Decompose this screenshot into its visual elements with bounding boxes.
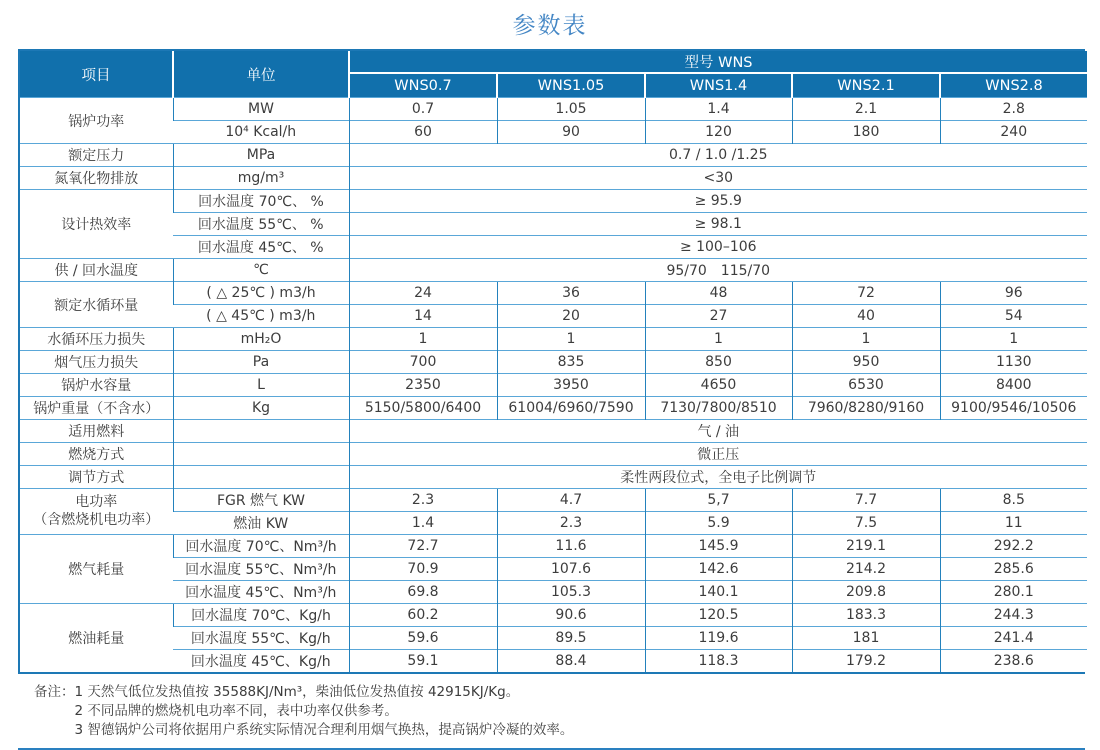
cell-value: 241.4 [940, 627, 1087, 650]
row-label [20, 489, 173, 535]
cell-value: 0.7 [349, 98, 497, 121]
remarks-list [75, 683, 574, 740]
cell-value: 61004/6960/7590 [497, 397, 645, 420]
cell-value: 214.2 [792, 558, 940, 581]
row-label: 燃烧方式 [20, 443, 173, 466]
cell-value: 119.6 [645, 627, 792, 650]
table-row [20, 351, 1087, 374]
table-row [20, 144, 1087, 167]
table-row [20, 466, 1087, 489]
cell-value: 3950 [497, 374, 645, 397]
cell-value: 89.5 [497, 627, 645, 650]
row-label: 锅炉水容量 [20, 374, 173, 397]
cell-value: 219.1 [792, 535, 940, 558]
cell-value: 60.2 [349, 604, 497, 627]
row-unit: 燃油 KW [173, 512, 349, 535]
table-body [20, 98, 1087, 673]
cell-value: 1.4 [349, 512, 497, 535]
cell-value: 1 [940, 328, 1087, 351]
cell-value: 285.6 [940, 558, 1087, 581]
cell-value: 7960/8280/9160 [792, 397, 940, 420]
row-unit: ℃ [173, 259, 349, 282]
cell-value: 850 [645, 351, 792, 374]
cell-value: 118.3 [645, 650, 792, 673]
table-row [20, 121, 1087, 144]
table-row [20, 213, 1087, 236]
cell-value: 96 [940, 282, 1087, 305]
cell-value: 179.2 [792, 650, 940, 673]
row-unit: 回水温度 55℃、 % [173, 213, 349, 236]
cell-value: 72.7 [349, 535, 497, 558]
cell-value: 2.1 [792, 98, 940, 121]
row-unit: 回水温度 70℃、Kg/h [173, 604, 349, 627]
row-unit: mg/m³ [173, 167, 349, 190]
row-unit [173, 443, 349, 466]
cell-value: 1.4 [645, 98, 792, 121]
cell-value: 120.5 [645, 604, 792, 627]
row-label: 设计热效率 [20, 190, 173, 259]
row-unit: 回水温度 70℃、 % [173, 190, 349, 213]
cell-value: 1 [645, 328, 792, 351]
cell-value: 6530 [792, 374, 940, 397]
cell-value: 59.1 [349, 650, 497, 673]
remarks-section [34, 683, 1100, 740]
cell-value: 1130 [940, 351, 1087, 374]
cell-value: 105.3 [497, 581, 645, 604]
cell-value: 292.2 [940, 535, 1087, 558]
row-unit [173, 420, 349, 443]
cell-value: 280.1 [940, 581, 1087, 604]
row-label-line1: 电功率 [75, 494, 118, 510]
cell-value: 36 [497, 282, 645, 305]
row-unit: L [173, 374, 349, 397]
row-unit [173, 466, 349, 489]
row-unit: Pa [173, 351, 349, 374]
cell-value: 180 [792, 121, 940, 144]
table-row [20, 98, 1087, 121]
table-row [20, 305, 1087, 328]
table-row [20, 374, 1087, 397]
cell-value: 950 [792, 351, 940, 374]
row-unit: ( △ 25℃ ) m3/h [173, 282, 349, 305]
row-unit: 回水温度 70℃、Nm³/h [173, 535, 349, 558]
cell-value: 5.9 [645, 512, 792, 535]
table-row [20, 420, 1087, 443]
row-unit: ( △ 45℃ ) m3/h [173, 305, 349, 328]
row-label: 烟气压力损失 [20, 351, 173, 374]
header-model: WNS2.8 [940, 73, 1087, 98]
header-model: WNS2.1 [792, 73, 940, 98]
cell-value: 107.6 [497, 558, 645, 581]
cell-value: 1 [792, 328, 940, 351]
cell-value: 48 [645, 282, 792, 305]
table-row [20, 650, 1087, 673]
cell-value: 气 / 油 [349, 420, 1087, 443]
cell-value: 2.3 [349, 489, 497, 512]
cell-value: 142.6 [645, 558, 792, 581]
cell-value: 1 [497, 328, 645, 351]
cell-value: 244.3 [940, 604, 1087, 627]
page-title: 参数表 [512, 13, 588, 39]
cell-value: 69.8 [349, 581, 497, 604]
cell-value: ≥ 100–106 [349, 236, 1087, 259]
cell-value: 9100/9546/10506 [940, 397, 1087, 420]
row-unit: FGR 燃气 KW [173, 489, 349, 512]
header-model-group: 型号 WNS [349, 51, 1087, 73]
cell-value: 88.4 [497, 650, 645, 673]
row-label: 额定水循环量 [20, 282, 173, 328]
cell-value: 11.6 [497, 535, 645, 558]
row-unit: 回水温度 45℃、Nm³/h [173, 581, 349, 604]
table-row [20, 328, 1087, 351]
row-unit: 回水温度 55℃、Kg/h [173, 627, 349, 650]
cell-value: 54 [940, 305, 1087, 328]
cell-value: 5,7 [645, 489, 792, 512]
cell-value: 0.7 / 1.0 /1.25 [349, 144, 1087, 167]
cell-value: 1.05 [497, 98, 645, 121]
cell-value: 60 [349, 121, 497, 144]
cell-value: 5150/5800/6400 [349, 397, 497, 420]
row-label-line2: （含燃烧机电功率） [33, 511, 160, 528]
cell-value: 20 [497, 305, 645, 328]
cell-value: 120 [645, 121, 792, 144]
cell-value: 40 [792, 305, 940, 328]
row-unit: MW [173, 98, 349, 121]
cell-value: 90.6 [497, 604, 645, 627]
cell-value: ≥ 95.9 [349, 190, 1087, 213]
table-row [20, 489, 1087, 512]
table-header [20, 51, 1087, 98]
cell-value: 微正压 [349, 443, 1087, 466]
cell-value: 4650 [645, 374, 792, 397]
header-item: 项目 [20, 51, 173, 98]
cell-value: 27 [645, 305, 792, 328]
table-row [20, 443, 1087, 466]
cell-value: 1 [349, 328, 497, 351]
row-unit: 回水温度 45℃、 % [173, 236, 349, 259]
row-label: 供 / 回水温度 [20, 259, 173, 282]
header-model: WNS1.4 [645, 73, 792, 98]
parameters-table-container [18, 49, 1085, 674]
row-label: 锅炉功率 [20, 98, 173, 144]
row-unit: Kg [173, 397, 349, 420]
cell-value: 70.9 [349, 558, 497, 581]
cell-value: 14 [349, 305, 497, 328]
row-label: 燃油耗量 [20, 604, 173, 673]
table-row [20, 236, 1087, 259]
table-row [20, 604, 1087, 627]
header-row-group [20, 51, 1087, 73]
table-row [20, 512, 1087, 535]
parameters-table [20, 51, 1087, 672]
table-row [20, 190, 1087, 213]
remark-item: 3 智德锅炉公司将依据用户系统实际情况合理利用烟气换热，提高锅炉冷凝的效率。 [74, 722, 574, 738]
cell-value: 183.3 [792, 604, 940, 627]
cell-value: 59.6 [349, 627, 497, 650]
row-label: 额定压力 [20, 144, 173, 167]
cell-value: 209.8 [792, 581, 940, 604]
table-row [20, 627, 1087, 650]
cell-value: 7.5 [792, 512, 940, 535]
cell-value: 2350 [349, 374, 497, 397]
header-unit: 单位 [173, 51, 349, 98]
cell-value: 柔性两段位式，全电子比例调节 [349, 466, 1087, 489]
row-unit: mH₂O [173, 328, 349, 351]
row-unit: 10⁴ Kcal/h [173, 121, 349, 144]
table-row [20, 558, 1087, 581]
cell-value: 145.9 [645, 535, 792, 558]
cell-value: 835 [497, 351, 645, 374]
remark-item: 1 天然气低位发热值按 35588KJ/Nm³，柴油低位发热值按 42915KJ/Kg。 [74, 684, 520, 700]
cell-value: 95/70 115/70 [349, 259, 1087, 282]
cell-value: 2.3 [497, 512, 645, 535]
table-row [20, 282, 1087, 305]
cell-value: 140.1 [645, 581, 792, 604]
row-unit: 回水温度 45℃、Kg/h [173, 650, 349, 673]
header-model: WNS0.7 [349, 73, 497, 98]
cell-value: <30 [349, 167, 1087, 190]
row-label: 调节方式 [20, 466, 173, 489]
table-row [20, 167, 1087, 190]
cell-value: 700 [349, 351, 497, 374]
cell-value: 7130/7800/8510 [645, 397, 792, 420]
remark-item: 2 不同品牌的燃烧机电功率不同，表中功率仅供参考。 [74, 703, 398, 719]
cell-value: 11 [940, 512, 1087, 535]
table-row [20, 581, 1087, 604]
table-row [20, 535, 1087, 558]
remarks-label: 备注： [34, 684, 75, 700]
cell-value: 4.7 [497, 489, 645, 512]
cell-value: 90 [497, 121, 645, 144]
cell-value: 238.6 [940, 650, 1087, 673]
table-row [20, 397, 1087, 420]
row-unit: 回水温度 55℃、Nm³/h [173, 558, 349, 581]
cell-value: 72 [792, 282, 940, 305]
cell-value: 181 [792, 627, 940, 650]
table-row [20, 259, 1087, 282]
cell-value: 8400 [940, 374, 1087, 397]
cell-value: 24 [349, 282, 497, 305]
row-label: 适用燃料 [20, 420, 173, 443]
cell-value: 7.7 [792, 489, 940, 512]
cell-value: ≥ 98.1 [349, 213, 1087, 236]
row-label: 氮氧化物排放 [20, 167, 173, 190]
cell-value: 2.8 [940, 98, 1087, 121]
header-model: WNS1.05 [497, 73, 645, 98]
row-label: 燃气耗量 [20, 535, 173, 604]
cell-value: 240 [940, 121, 1087, 144]
row-label: 锅炉重量（不含水） [20, 397, 173, 420]
cell-value: 8.5 [940, 489, 1087, 512]
row-label: 水循环压力损失 [20, 328, 173, 351]
row-unit: MPa [173, 144, 349, 167]
